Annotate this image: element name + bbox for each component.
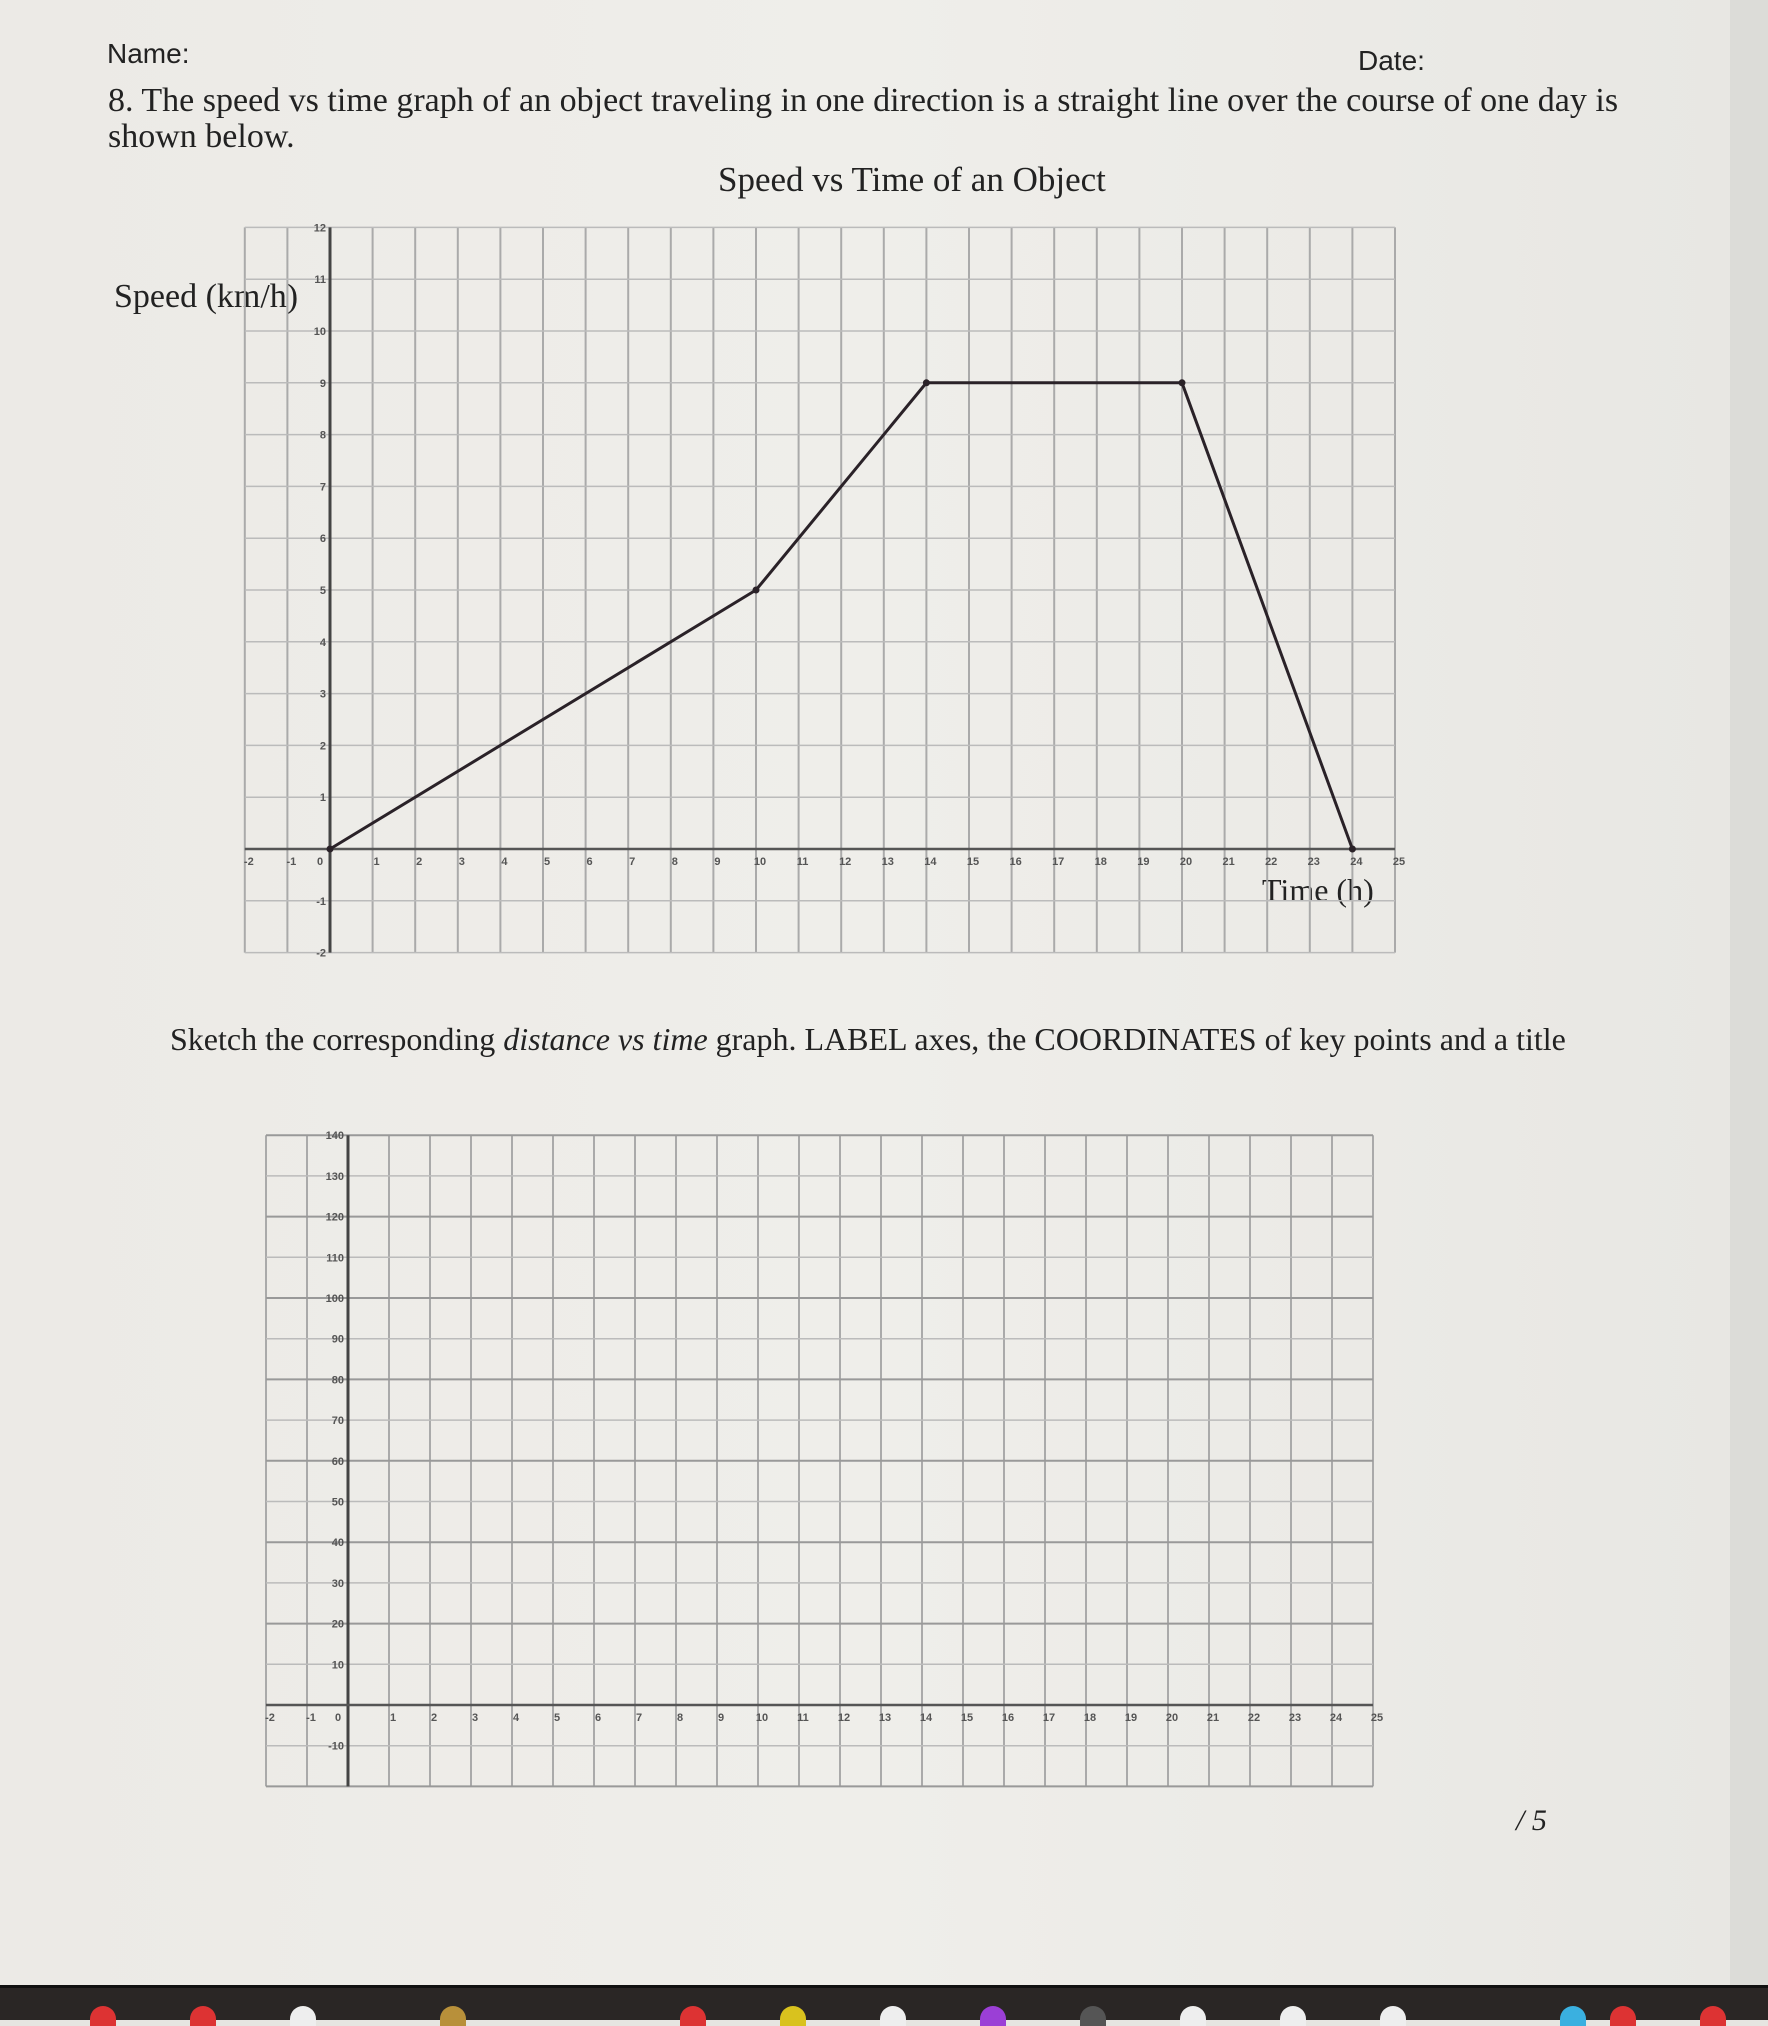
x-tick-label: -2 <box>243 856 254 868</box>
instruction-text-1: Sketch the corresponding <box>170 1021 504 1057</box>
x-tick-label: 6 <box>594 1712 602 1724</box>
dock-app-icon[interactable] <box>1380 2006 1406 2026</box>
y-tick-label: 30 <box>331 1577 344 1590</box>
x-tick-label: 16 <box>1009 856 1022 868</box>
dock-app-icon[interactable] <box>680 2006 706 2026</box>
x-tick-label: 21 <box>1222 856 1235 868</box>
y-tick-label: 120 <box>325 1211 344 1224</box>
question-line-2: shown below. <box>108 118 295 155</box>
y-tick-label: -1 <box>316 895 326 908</box>
x-tick-label: 17 <box>1042 1712 1056 1724</box>
y-tick-label: 60 <box>331 1455 344 1468</box>
dock-app-icon[interactable] <box>1700 2006 1726 2026</box>
x-tick-label: 14 <box>919 1712 933 1724</box>
date-label: Date: <box>1358 45 1425 76</box>
dock-app-icon[interactable] <box>1280 2006 1306 2026</box>
x-tick-label: 24 <box>1350 856 1363 868</box>
x-axis-label: Time (h) <box>1262 872 1374 908</box>
chart-title: Speed vs Time of an Object <box>718 160 1106 199</box>
dock-bar <box>0 1985 1768 2020</box>
x-tick-label: 6 <box>586 856 593 868</box>
y-tick-label: 50 <box>331 1496 344 1509</box>
x-tick-label: 22 <box>1247 1712 1261 1724</box>
question-line-1: 8. The speed vs time graph of an object traveling in one direction is a straight line over the course of one day is <box>108 82 1619 119</box>
x-tick-label: -1 <box>306 1712 316 1724</box>
dock-app-icon[interactable] <box>90 2006 116 2026</box>
y-tick-label: 8 <box>319 429 326 442</box>
x-tick-label: 0 <box>334 1712 342 1724</box>
x-tick-label: 25 <box>1370 1712 1384 1724</box>
y-tick-label: 40 <box>331 1537 344 1550</box>
x-tick-label: 18 <box>1083 1712 1097 1724</box>
y-tick-label: 7 <box>319 481 326 494</box>
dock-app-icon[interactable] <box>290 2006 316 2026</box>
y-tick-label: 1 <box>319 792 326 805</box>
x-tick-label: -1 <box>286 856 297 868</box>
x-tick-label: 12 <box>837 1712 851 1724</box>
x-tick-label: 18 <box>1094 856 1107 868</box>
x-tick-label: 2 <box>430 1712 438 1724</box>
x-tick-label: 4 <box>512 1712 520 1724</box>
y-tick-label: 9 <box>319 377 326 390</box>
x-tick-label: 4 <box>501 856 508 868</box>
x-tick-label: 20 <box>1165 1712 1179 1724</box>
x-tick-label: 24 <box>1329 1712 1343 1724</box>
y-tick-label: 12 <box>313 222 326 235</box>
x-tick-label: 23 <box>1288 1712 1302 1724</box>
x-tick-label: 1 <box>389 1712 397 1724</box>
y-tick-label: 110 <box>326 1252 344 1265</box>
y-tick-label: 80 <box>331 1374 344 1387</box>
y-tick-label: 10 <box>313 326 326 338</box>
x-tick-label: 16 <box>1001 1712 1015 1724</box>
x-tick-label: 3 <box>458 856 465 868</box>
dock-app-icon[interactable] <box>440 2006 466 2026</box>
x-tick-label: 22 <box>1265 856 1278 868</box>
x-tick-label: -2 <box>265 1712 275 1724</box>
x-tick-label: 13 <box>881 856 894 868</box>
x-tick-label: 7 <box>629 856 636 868</box>
x-tick-label: 9 <box>717 1712 725 1724</box>
x-tick-label: 0 <box>316 856 324 868</box>
x-tick-label: 10 <box>753 856 767 868</box>
y-tick-label: 20 <box>331 1618 344 1631</box>
x-tick-label: 13 <box>878 1712 892 1724</box>
x-tick-label: 23 <box>1307 856 1320 868</box>
x-tick-label: 2 <box>416 856 423 868</box>
x-tick-label: 15 <box>960 1712 974 1724</box>
x-tick-label: 7 <box>635 1712 643 1724</box>
x-tick-label: 9 <box>714 856 721 868</box>
x-tick-label: 21 <box>1206 1712 1220 1724</box>
x-tick-label: 8 <box>676 1712 684 1724</box>
y-tick-label: 100 <box>325 1293 344 1305</box>
x-tick-label: 5 <box>553 1712 561 1724</box>
y-tick-label: 3 <box>319 688 326 701</box>
x-tick-label: 20 <box>1179 856 1193 868</box>
y-tick-label: 10 <box>331 1659 344 1672</box>
score-label: / 5 <box>1516 1804 1547 1837</box>
dock-app-icon[interactable] <box>980 2006 1006 2026</box>
dock-app-icon[interactable] <box>1560 2006 1586 2026</box>
dock-app-icon[interactable] <box>880 2006 906 2026</box>
y-tick-label: 11 <box>314 274 326 287</box>
x-tick-label: 12 <box>839 856 852 868</box>
name-label: Name: <box>107 38 190 69</box>
y-tick-label: -2 <box>316 947 326 960</box>
y-tick-label: 5 <box>319 585 326 597</box>
y-tick-label: 140 <box>325 1130 344 1143</box>
dock-app-icon[interactable] <box>190 2006 216 2026</box>
dock-app-icon[interactable] <box>780 2006 806 2026</box>
y-tick-label: 70 <box>331 1415 344 1428</box>
x-tick-label: 3 <box>471 1712 479 1724</box>
dock-app-icon[interactable] <box>1080 2006 1106 2026</box>
y-tick-label: 6 <box>319 533 326 546</box>
x-tick-label: 15 <box>966 856 980 868</box>
x-tick-label: 1 <box>373 856 380 868</box>
y-tick-label: 90 <box>331 1333 344 1346</box>
x-tick-label: 19 <box>1137 856 1150 868</box>
x-tick-label: 10 <box>755 1712 769 1724</box>
x-tick-label: 14 <box>924 856 937 868</box>
dock-app-icon[interactable] <box>1180 2006 1206 2026</box>
y-tick-label: -10 <box>328 1740 344 1753</box>
y-tick-label: 130 <box>325 1170 344 1183</box>
x-tick-label: 11 <box>796 856 809 868</box>
x-tick-label: 5 <box>543 856 551 868</box>
y-tick-label: 4 <box>319 636 326 649</box>
dock-app-icon[interactable] <box>1610 2006 1636 2026</box>
x-tick-label: 25 <box>1392 856 1406 868</box>
y-tick-label: 2 <box>319 740 326 753</box>
instruction-text-italic: distance vs time <box>503 1021 708 1057</box>
x-tick-label: 8 <box>671 856 678 868</box>
x-tick-label: 19 <box>1124 1712 1138 1724</box>
y-axis-label: Speed (km/h) <box>114 278 299 315</box>
instruction-text-2: graph. LABEL axes, the COORDINATES of key points and a title <box>707 1021 1566 1057</box>
x-tick-label: 11 <box>797 1712 809 1724</box>
x-tick-label: 17 <box>1052 856 1065 868</box>
